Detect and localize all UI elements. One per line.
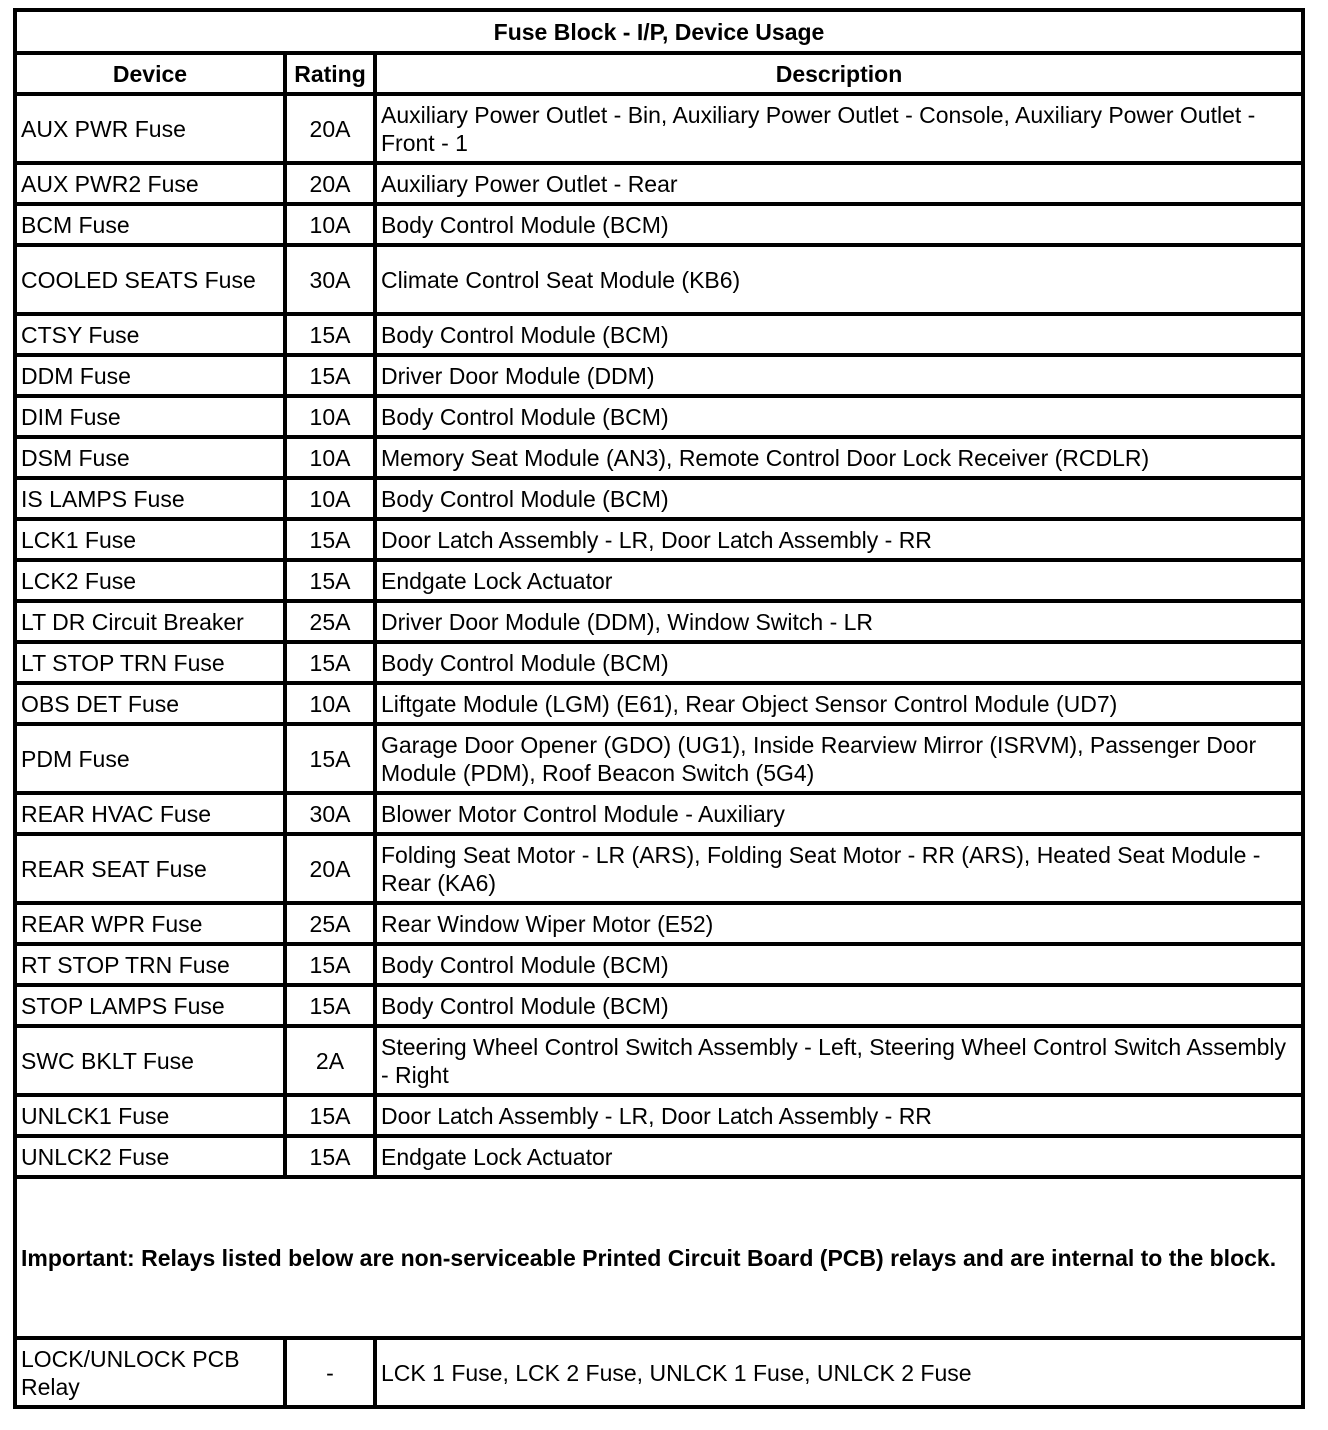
description-cell: Liftgate Module (LGM) (E61), Rear Object Sensor Control Module (UD7) <box>375 683 1303 724</box>
device-cell: PDM Fuse <box>15 724 285 793</box>
table-row <box>15 601 1303 642</box>
device-cell: STOP LAMPS Fuse <box>15 985 285 1026</box>
rating-cell: 20A <box>285 834 375 903</box>
rating-cell: 15A <box>285 724 375 793</box>
column-header-device: Device <box>15 53 285 94</box>
table-row <box>15 683 1303 724</box>
table-row <box>15 355 1303 396</box>
table-row <box>15 94 1303 163</box>
rating-cell: 15A <box>285 985 375 1026</box>
rating-cell: 25A <box>285 601 375 642</box>
rating-cell: 20A <box>285 94 375 163</box>
device-cell: AUX PWR Fuse <box>15 94 285 163</box>
device-cell: AUX PWR2 Fuse <box>15 163 285 204</box>
table-row <box>15 724 1303 793</box>
table-row <box>15 1338 1303 1407</box>
important-note: Important: Relays listed below are non-serviceable Printed Circuit Board (PCB) relays and are internal to the block. <box>15 1177 1303 1338</box>
description-cell: Body Control Module (BCM) <box>375 204 1303 245</box>
table-row <box>15 834 1303 903</box>
table-header-row <box>15 53 1303 94</box>
description-cell: Steering Wheel Control Switch Assembly - Left, Steering Wheel Control Switch Assembly - Right <box>375 1026 1303 1095</box>
rating-cell: 20A <box>285 163 375 204</box>
rating-cell: 2A <box>285 1026 375 1095</box>
table-row <box>15 944 1303 985</box>
rating-cell: 15A <box>285 560 375 601</box>
description-cell: Garage Door Opener (GDO) (UG1), Inside Rearview Mirror (ISRVM), Passenger Door Module (PDM), Roof Beacon Switch (5G4) <box>375 724 1303 793</box>
fuse-rows <box>15 94 1303 1177</box>
table-row <box>15 560 1303 601</box>
rating-cell: 10A <box>285 204 375 245</box>
description-cell: Door Latch Assembly - LR, Door Latch Assembly - RR <box>375 519 1303 560</box>
device-cell: LT DR Circuit Breaker <box>15 601 285 642</box>
device-cell: LCK2 Fuse <box>15 560 285 601</box>
rating-cell: 15A <box>285 314 375 355</box>
device-cell: DIM Fuse <box>15 396 285 437</box>
device-cell: LOCK/UNLOCK PCB Relay <box>15 1338 285 1407</box>
device-cell: UNLCK2 Fuse <box>15 1136 285 1177</box>
rating-cell: 15A <box>285 642 375 683</box>
table-row <box>15 903 1303 944</box>
device-cell: DSM Fuse <box>15 437 285 478</box>
description-cell: Body Control Module (BCM) <box>375 642 1303 683</box>
device-cell: COOLED SEATS Fuse <box>15 245 285 314</box>
device-cell: BCM Fuse <box>15 204 285 245</box>
device-cell: REAR HVAC Fuse <box>15 793 285 834</box>
column-header-rating: Rating <box>285 53 375 94</box>
table-row <box>15 1095 1303 1136</box>
table-row <box>15 519 1303 560</box>
table-row <box>15 163 1303 204</box>
description-cell: LCK 1 Fuse, LCK 2 Fuse, UNLCK 1 Fuse, UNLCK 2 Fuse <box>375 1338 1303 1407</box>
description-cell: Body Control Module (BCM) <box>375 396 1303 437</box>
description-cell: Blower Motor Control Module - Auxiliary <box>375 793 1303 834</box>
description-cell: Body Control Module (BCM) <box>375 985 1303 1026</box>
table-row <box>15 245 1303 314</box>
table-row <box>15 396 1303 437</box>
device-cell: IS LAMPS Fuse <box>15 478 285 519</box>
rating-cell: 25A <box>285 903 375 944</box>
description-cell: Endgate Lock Actuator <box>375 1136 1303 1177</box>
note-row <box>15 1177 1303 1338</box>
description-cell: Door Latch Assembly - LR, Door Latch Assembly - RR <box>375 1095 1303 1136</box>
fuse-block-table <box>13 8 1305 1409</box>
table-row <box>15 1136 1303 1177</box>
table-row <box>15 642 1303 683</box>
table-row <box>15 437 1303 478</box>
rating-cell: 10A <box>285 478 375 519</box>
device-cell: UNLCK1 Fuse <box>15 1095 285 1136</box>
table-row <box>15 985 1303 1026</box>
rating-cell: 15A <box>285 355 375 396</box>
rating-cell: 15A <box>285 1136 375 1177</box>
table-title-row <box>15 10 1303 53</box>
rating-cell: 30A <box>285 245 375 314</box>
device-cell: SWC BKLT Fuse <box>15 1026 285 1095</box>
device-cell: REAR SEAT Fuse <box>15 834 285 903</box>
rating-cell: 15A <box>285 944 375 985</box>
table-row <box>15 793 1303 834</box>
description-cell: Memory Seat Module (AN3), Remote Control Door Lock Receiver (RCDLR) <box>375 437 1303 478</box>
description-cell: Driver Door Module (DDM) <box>375 355 1303 396</box>
column-header-description: Description <box>375 53 1303 94</box>
rating-cell: 15A <box>285 519 375 560</box>
fuse-usage-document <box>13 8 1301 1409</box>
rating-cell: 10A <box>285 683 375 724</box>
description-cell: Auxiliary Power Outlet - Bin, Auxiliary Power Outlet - Console, Auxiliary Power Outlet - Front - 1 <box>375 94 1303 163</box>
description-cell: Climate Control Seat Module (KB6) <box>375 245 1303 314</box>
table-row <box>15 478 1303 519</box>
table-row <box>15 1026 1303 1095</box>
description-cell: Endgate Lock Actuator <box>375 560 1303 601</box>
description-cell: Auxiliary Power Outlet - Rear <box>375 163 1303 204</box>
device-cell: DDM Fuse <box>15 355 285 396</box>
device-cell: CTSY Fuse <box>15 314 285 355</box>
table-row <box>15 204 1303 245</box>
description-cell: Driver Door Module (DDM), Window Switch - LR <box>375 601 1303 642</box>
description-cell: Body Control Module (BCM) <box>375 478 1303 519</box>
device-cell: RT STOP TRN Fuse <box>15 944 285 985</box>
device-cell: LCK1 Fuse <box>15 519 285 560</box>
device-cell: REAR WPR Fuse <box>15 903 285 944</box>
description-cell: Body Control Module (BCM) <box>375 944 1303 985</box>
table-title: Fuse Block - I/P, Device Usage <box>15 10 1303 53</box>
rating-cell: 10A <box>285 437 375 478</box>
description-cell: Rear Window Wiper Motor (E52) <box>375 903 1303 944</box>
description-cell: Folding Seat Motor - LR (ARS), Folding Seat Motor - RR (ARS), Heated Seat Module - Rear (KA6) <box>375 834 1303 903</box>
description-cell: Body Control Module (BCM) <box>375 314 1303 355</box>
rating-cell: 30A <box>285 793 375 834</box>
rating-cell: - <box>285 1338 375 1407</box>
rating-cell: 15A <box>285 1095 375 1136</box>
rating-cell: 10A <box>285 396 375 437</box>
device-cell: OBS DET Fuse <box>15 683 285 724</box>
relay-rows <box>15 1338 1303 1407</box>
device-cell: LT STOP TRN Fuse <box>15 642 285 683</box>
table-row <box>15 314 1303 355</box>
